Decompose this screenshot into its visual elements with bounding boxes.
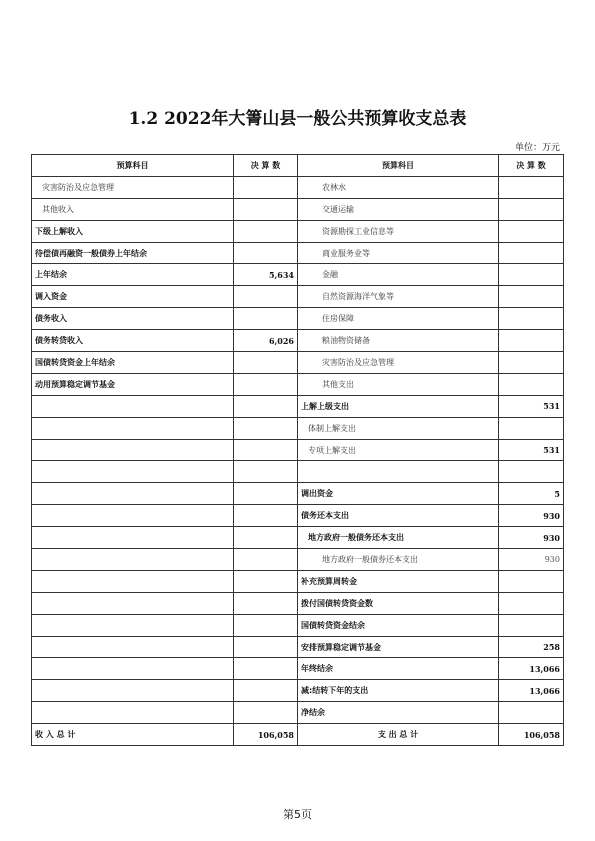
expense-subject: 金融 — [298, 264, 499, 286]
income-value — [234, 220, 298, 242]
expense-subject: 专项上解支出 — [298, 439, 499, 461]
table-row — [32, 439, 564, 461]
expense-value: 930 — [499, 549, 564, 571]
income-subject: 上年结余 — [32, 264, 234, 286]
expense-value — [499, 286, 564, 308]
expense-subject: 上解上级支出 — [298, 395, 499, 417]
income-value — [234, 702, 298, 724]
expense-value — [499, 373, 564, 395]
income-value — [234, 373, 298, 395]
income-subject — [32, 636, 234, 658]
header-income-subject: 预算科目 — [32, 155, 234, 177]
income-value — [234, 505, 298, 527]
expense-value: 531 — [499, 395, 564, 417]
table-row — [32, 592, 564, 614]
expense-subject: 债务还本支出 — [298, 505, 499, 527]
expense-value: 13,066 — [499, 680, 564, 702]
expense-value — [499, 461, 564, 483]
income-value — [234, 395, 298, 417]
expense-total-value: 106,058 — [499, 724, 564, 746]
expense-subject: 农林水 — [298, 176, 499, 198]
income-subject — [32, 483, 234, 505]
expense-value — [499, 198, 564, 220]
income-value — [234, 680, 298, 702]
income-subject: 调入资金 — [32, 286, 234, 308]
table-row — [32, 483, 564, 505]
expense-subject: 国债转贷资金结余 — [298, 614, 499, 636]
expense-total-label: 支 出 总 计 — [298, 724, 499, 746]
income-value — [234, 352, 298, 374]
expense-value — [499, 308, 564, 330]
expense-subject: 灾害防治及应急管理 — [298, 352, 499, 374]
table-row — [32, 417, 564, 439]
income-subject — [32, 527, 234, 549]
expense-subject: 体制上解支出 — [298, 417, 499, 439]
income-value — [234, 636, 298, 658]
income-value: 5,634 — [234, 264, 298, 286]
expense-subject: 自然资源海洋气象等 — [298, 286, 499, 308]
income-subject — [32, 592, 234, 614]
income-subject: 下级上解收入 — [32, 220, 234, 242]
expense-subject: 住房保障 — [298, 308, 499, 330]
expense-value: 13,066 — [499, 658, 564, 680]
income-subject — [32, 658, 234, 680]
table-row — [32, 352, 564, 374]
income-subject — [32, 570, 234, 592]
income-subject — [32, 395, 234, 417]
income-subject — [32, 680, 234, 702]
expense-subject: 减:结转下年的支出 — [298, 680, 499, 702]
header-expense-value: 决 算 数 — [499, 155, 564, 177]
page-title: 1.2 2022年大箐山县一般公共预算收支总表 — [128, 109, 467, 129]
income-total-value: 106,058 — [234, 724, 298, 746]
table-row — [32, 702, 564, 724]
table-header-row — [32, 155, 564, 177]
page-number: 第5页 — [283, 808, 312, 821]
expense-value — [499, 220, 564, 242]
table-row — [32, 614, 564, 636]
income-subject: 国债转贷资金上年结余 — [32, 352, 234, 374]
expense-value — [499, 352, 564, 374]
expense-subject: 其他支出 — [298, 373, 499, 395]
expense-value — [499, 264, 564, 286]
expense-value — [499, 592, 564, 614]
income-value — [234, 592, 298, 614]
income-subject — [32, 505, 234, 527]
income-value — [234, 549, 298, 571]
table-row — [32, 264, 564, 286]
totals-row — [32, 724, 564, 746]
expense-subject: 年终结余 — [298, 658, 499, 680]
table-row — [32, 220, 564, 242]
expense-value — [499, 417, 564, 439]
income-subject — [32, 417, 234, 439]
expense-subject — [298, 461, 499, 483]
income-subject: 待偿债再融资一般债券上年结余 — [32, 242, 234, 264]
income-subject — [32, 461, 234, 483]
income-value — [234, 483, 298, 505]
expense-subject: 资源勘探工业信息等 — [298, 220, 499, 242]
table-row — [32, 658, 564, 680]
expense-subject: 安排预算稳定调节基金 — [298, 636, 499, 658]
income-value — [234, 308, 298, 330]
expense-value — [499, 176, 564, 198]
expense-subject: 补充预算周转金 — [298, 570, 499, 592]
income-subject: 动用预算稳定调节基金 — [32, 373, 234, 395]
table-row — [32, 176, 564, 198]
income-value — [234, 286, 298, 308]
expense-value: 258 — [499, 636, 564, 658]
income-value — [234, 527, 298, 549]
expense-subject: 粮油物资储备 — [298, 330, 499, 352]
expense-subject: 交通运输 — [298, 198, 499, 220]
income-value — [234, 570, 298, 592]
expense-subject: 商业服务业等 — [298, 242, 499, 264]
income-subject — [32, 614, 234, 636]
expense-value — [499, 614, 564, 636]
expense-subject: 地方政府一般债务还本支出 — [298, 527, 499, 549]
income-subject — [32, 439, 234, 461]
table-row — [32, 636, 564, 658]
expense-value — [499, 702, 564, 724]
income-value — [234, 439, 298, 461]
expense-value — [499, 330, 564, 352]
income-subject: 债务转贷收入 — [32, 330, 234, 352]
header-income-value: 决 算 数 — [234, 155, 298, 177]
income-value — [234, 417, 298, 439]
table-row — [32, 505, 564, 527]
table-row — [32, 373, 564, 395]
income-value — [234, 658, 298, 680]
expense-value — [499, 242, 564, 264]
income-value — [234, 198, 298, 220]
table-row — [32, 527, 564, 549]
income-subject: 债务收入 — [32, 308, 234, 330]
table-row — [32, 242, 564, 264]
expense-subject: 拨付国债转贷资金数 — [298, 592, 499, 614]
table-row — [32, 198, 564, 220]
header-expense-subject: 预算科目 — [298, 155, 499, 177]
expense-value: 531 — [499, 439, 564, 461]
expense-subject: 净结余 — [298, 702, 499, 724]
expense-subject: 地方政府一般债券还本支出 — [298, 549, 499, 571]
table-row — [32, 286, 564, 308]
expense-value: 930 — [499, 527, 564, 549]
income-value — [234, 461, 298, 483]
income-total-label: 收 入 总 计 — [32, 724, 234, 746]
income-value — [234, 242, 298, 264]
table-row — [32, 570, 564, 592]
expense-value — [499, 570, 564, 592]
income-subject: 灾害防治及应急管理 — [32, 176, 234, 198]
income-subject: 其他收入 — [32, 198, 234, 220]
unit-label: 单位：万元 — [514, 143, 560, 153]
expense-subject: 调出资金 — [298, 483, 499, 505]
budget-table — [31, 154, 564, 746]
income-value — [234, 176, 298, 198]
expense-value: 930 — [499, 505, 564, 527]
income-value — [234, 614, 298, 636]
table-row — [32, 549, 564, 571]
table-row — [32, 680, 564, 702]
table-row — [32, 395, 564, 417]
expense-value: 5 — [499, 483, 564, 505]
table-row — [32, 461, 564, 483]
table-row — [32, 330, 564, 352]
income-value: 6,026 — [234, 330, 298, 352]
table-row — [32, 308, 564, 330]
income-subject — [32, 702, 234, 724]
income-subject — [32, 549, 234, 571]
